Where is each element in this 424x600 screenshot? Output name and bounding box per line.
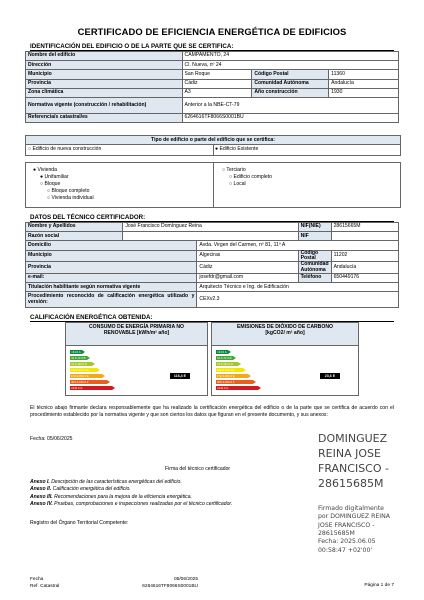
value-proc: CEXv2.3 <box>197 292 399 308</box>
value-tec-nombre: José Francisco Domínguez Reina <box>123 223 298 232</box>
uso-divider <box>213 163 214 207</box>
page-title: CERTIFICADO DE EFICIENCIA ENERGÉTICA DE EDIFICIOS <box>77 26 347 37</box>
label-cif: NIF <box>298 232 331 241</box>
consumo-bar-2: 72.3-112.0 C <box>70 362 92 366</box>
anexos-list <box>30 479 232 509</box>
emisiones-bar-5: 300.4-344.0 F <box>216 380 253 384</box>
value-cp: 11360 <box>329 70 399 79</box>
value-direccion: Cl. Nueva, nº 24 <box>182 61 398 70</box>
value-nombre: CAMPAMENTO, 24 <box>182 52 398 61</box>
firma-digital-nombre: DOMINGUEZ REINA JOSE FRANCISCO - 28615685M <box>318 432 389 490</box>
tipo-box <box>25 135 401 156</box>
value-tec-ca: Andalucía <box>331 262 398 274</box>
tecnico-table <box>25 222 399 308</box>
value-cif <box>331 232 398 241</box>
label-anio: Año construcción <box>252 88 329 97</box>
label-ref: Referencia/s catastral/es <box>26 113 183 122</box>
label-nif: NIF(NIE) <box>298 223 331 232</box>
section-tecnico-heading: DATOS DEL TÉCNICO CERTIFICADOR: <box>30 214 394 222</box>
value-email: josefdr@gmail.com <box>197 273 298 282</box>
consumo-bar-3: 112.0-172.3 D <box>70 368 97 372</box>
emisiones-rating-pointer: 23,6 E <box>320 373 340 379</box>
label-razon: Razón social <box>26 232 123 241</box>
emisiones-bar-4: 172.3-300.4 E <box>216 374 248 378</box>
radio-local: ○ Local <box>229 181 246 187</box>
label-direccion: Dirección <box>26 61 183 70</box>
label-tec-municipio: Municipio <box>26 250 197 262</box>
label-provincia: Provincia <box>26 79 183 88</box>
value-tec-municipio: Algeciras <box>197 250 298 262</box>
radio-unifamiliar: ● Unifamiliar <box>40 174 69 180</box>
label-email: e-mail: <box>26 273 197 282</box>
label-tec-nombre: Nombre y Apellidos <box>26 223 123 232</box>
consumo-bar-5: 300.4-344.0 F <box>70 380 107 384</box>
anexo-4: Anexo IV. Pruebas, comprobaciones e inspecciones realizadas por el técnico certificador. <box>30 501 233 508</box>
value-zona: A3 <box>182 88 252 97</box>
radio-terciario: ○ Terciario <box>222 167 246 173</box>
building-table <box>25 51 399 123</box>
value-ca: Andalucía <box>329 79 399 88</box>
radio-vivienda-individual: ○ Vivienda individual <box>47 195 94 201</box>
consumo-panel <box>65 322 208 396</box>
label-tel: Teléfono <box>298 273 331 282</box>
emisiones-bar-1: 44.6-72.3 B <box>217 356 232 360</box>
footer-fecha-label: Fecha <box>30 577 44 582</box>
label-tec-cp: Código Postal <box>298 250 331 262</box>
label-titulacion: Titulación habilitante según normativa vigente <box>26 283 197 292</box>
footer-ref-label: Ref. Catastral <box>30 584 60 590</box>
value-razon <box>123 232 298 241</box>
label-nombre: Nombre del edificio <box>26 52 183 61</box>
declaracion-text: El técnico abajo firmante declara responsablemente que ha realizado la certificación energética del edificio o de la parte que se certifica de acuerdo con el procedimiento establecido por la normativa vigente y que son ciertos los datos que figuran en el presente documento, y sus anexos: <box>30 405 394 418</box>
fecha-text: Fecha: 05/06/2025 <box>30 436 73 442</box>
uso-box <box>25 162 401 208</box>
emisiones-bar-0: <44.6 A <box>217 350 227 354</box>
label-tec-ca: Comunidad Autónoma <box>298 262 331 274</box>
radio-existente: ● Edificio Existente <box>215 146 259 152</box>
footer-fecha: 05/06/2025 <box>173 577 198 582</box>
label-tec-provincia: Provincia <box>26 262 197 274</box>
label-proc: Procedimiento reconocido de calificación energética utilizado y versión: <box>26 292 197 308</box>
radio-edificio-completo: ○ Edificio completo <box>229 174 272 180</box>
radio-nueva: ○ Edificio de nueva construcción <box>28 146 102 152</box>
radio-bloque: ○ Bloque <box>40 181 61 187</box>
label-zona: Zona climática <box>26 88 183 97</box>
radio-vivienda: ● Vivienda <box>33 167 57 173</box>
section-calificacion-heading: CALIFICACIÓN ENERGÉTICA OBTENIDA: <box>30 314 394 322</box>
label-ca: Comunidad Autónoma <box>252 79 329 88</box>
value-tel: 650449176 <box>331 273 398 282</box>
consumo-scale <box>70 350 190 394</box>
value-nif: 28615665M <box>331 223 398 232</box>
consumo-rating-pointer: 116,4 E <box>170 373 190 379</box>
label-normativa: Normativa vigente (construcción / rehabilitación) <box>26 97 183 113</box>
value-normativa: Anterior a la NBE-CT-79 <box>182 97 398 113</box>
label-domicilio: Domicilio <box>26 241 197 250</box>
emisiones-title: EMISIONES DE DIÓXIDO DE CARBONO [kgCO2/ m² año] <box>212 323 358 346</box>
tipo-heading: Tipo de edificio o parte del edificio que se certifica: <box>26 136 400 145</box>
value-ref: 6264616TF8066S0001BU <box>182 113 398 122</box>
value-provincia: Cádiz <box>182 79 252 88</box>
firma-label: Firma del técnico certificador <box>165 466 231 472</box>
value-municipio: San Roque <box>182 70 252 79</box>
emisiones-scale <box>216 350 336 394</box>
value-tec-cp: 11202 <box>331 250 398 262</box>
value-titulacion: Arquitecto Técnico e Ing. de Edificación <box>197 283 399 292</box>
emisiones-bar-3: 112.0-172.3 D <box>216 368 243 372</box>
anexo-1: Anexo I. Descripción de las características energéticas del edificio. <box>30 479 182 485</box>
emisiones-panel <box>211 322 359 396</box>
registro-text: Registro del Órgano Territorial Competente: <box>30 520 129 526</box>
section-identificacion-heading: IDENTIFICACIÓN DEL EDIFICIO O DE LA PARTE QUE SE CERTIFICA: <box>30 43 394 51</box>
emisiones-bar-2: 72.3-112.0 C <box>216 362 238 366</box>
value-domicilio: Avda. Virgen del Carmen, nº 81, 11º A <box>197 241 399 250</box>
consumo-bar-4: 172.3-300.4 E <box>70 374 102 378</box>
anexo-3: Anexo III. Recomendaciones para la mejora de la eficiencia energética. <box>30 493 192 500</box>
anexo-2: Anexo II. Calificación energética del edificio. <box>30 486 131 493</box>
emisiones-bar-6: ≥344.0 G <box>216 386 258 390</box>
consumo-bar-6: ≥344.0 G <box>70 386 112 390</box>
consumo-bar-0: <44.6 A <box>71 350 81 354</box>
page-number: Página 1 de 7 <box>364 583 394 588</box>
value-tec-provincia: Cádiz <box>197 262 298 274</box>
footer-mid <box>120 576 198 590</box>
footer-ref: 6264616TF8066S0001BU <box>142 584 198 590</box>
label-cp: Código Postal <box>252 70 329 79</box>
consumo-title: CONSUMO DE ENERGÍA PRIMARIA NO RENOVABLE [kWh/m² año] <box>66 323 207 346</box>
footer-left <box>30 576 59 590</box>
tipo-divider <box>213 145 214 155</box>
consumo-bar-1: 44.6-72.3 B <box>71 356 86 360</box>
firma-digital-detalle: Firmado digitalmente por DOMINGUEZ REINA JOSE FRANCISCO - 28615685M Fecha: 2025.06.05 00:58:47 +02'00' <box>318 505 390 554</box>
value-anio: 1930 <box>329 88 399 97</box>
label-municipio: Municipio <box>26 70 183 79</box>
radio-bloque-completo: ○ Bloque completo <box>47 188 90 194</box>
